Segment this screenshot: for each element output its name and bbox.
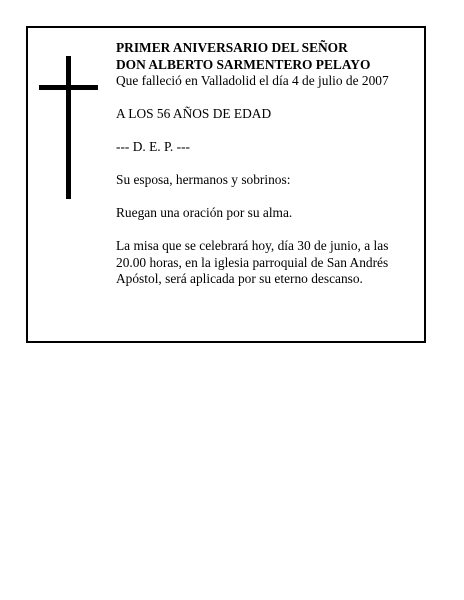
notice-text [116,40,416,288]
rip-line: --- D. E. P. --- [116,139,191,154]
prayer-request: Ruegan una oración por su alma. [116,205,293,220]
cross-icon [66,56,71,199]
mass-info-line-2: 20.00 horas, en la iglesia parroquial de San Andrés [116,254,389,270]
notice-title-line-2: DON ALBERTO SARMENTERO PELAYO [116,56,371,72]
mass-info-line-1: La misa que se celebrará hoy, día 30 de junio, a las [116,238,389,253]
age-info: A LOS 56 AÑOS DE EDAD [116,106,272,121]
notice-title-line-1: PRIMER ANIVERSARIO DEL SEÑOR [116,40,348,55]
cross-icon-bar [39,85,98,90]
obituary-notice-box [26,26,426,343]
family-line: Su esposa, hermanos y sobrinos: [116,172,291,187]
death-info: Que falleció en Valladolid el día 4 de julio de 2007 [116,73,389,88]
mass-info-line-3: Apóstol, será aplicada por su eterno descanso. [116,271,363,286]
